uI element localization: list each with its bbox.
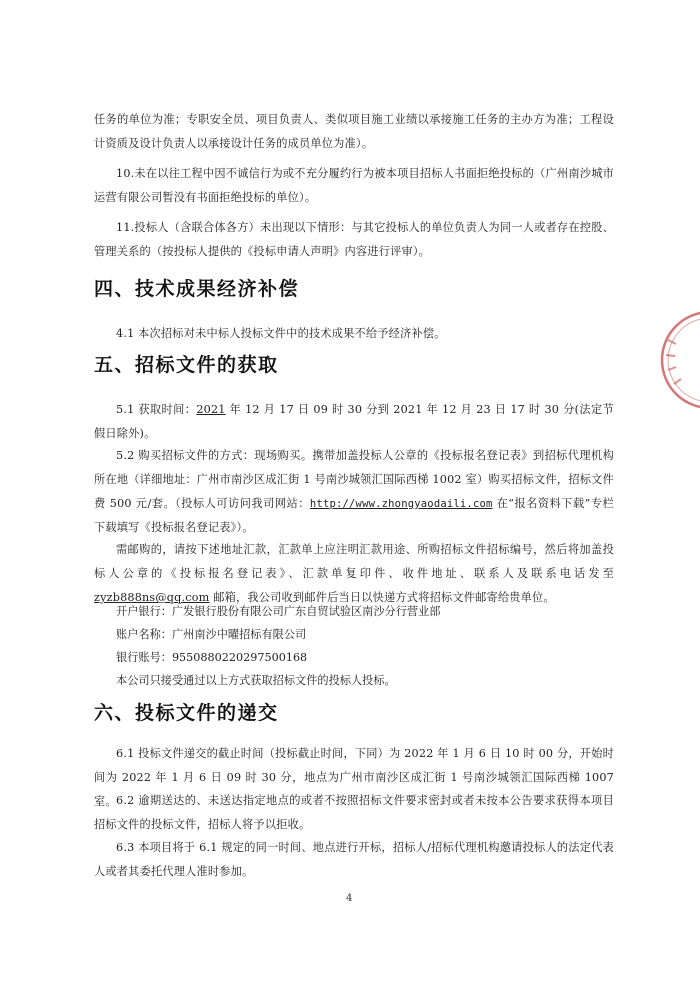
s5-1-prefix: 5.1 获取时间： [116, 403, 197, 416]
paragraph-item-10: 10.未在以往工程中因不诚信行为或不充分履约行为被本项目招标人书面拒绝投标的（广州南沙城市运营有限公司暂没有书面拒绝投标的单位）。 [94, 167, 614, 204]
paragraph-item-11: 11.投标人（含联合体各方）未出现以下情形：与其它投标人的单位负责人为同一人或者存在控股、管理关系的（按投标人提供的《投标申请人声明》内容进行评审）。 [94, 221, 614, 258]
seal-stamp-icon [650, 300, 700, 420]
paragraph-mail-order [94, 538, 614, 610]
page-number: 4 [346, 893, 353, 904]
s5-2-prefix: 5.2 购买招标文件的方式：现场购买。携带加盖投标人公章的《投标报名登记表》到招标代理机构所在地（详细地址：广州市南沙区成汇街 1 号南沙城领汇国际西梯 1002 室）购买招标文件，招标文件费 500 元/套。（投标人可访问我司网站： [94, 449, 614, 510]
account-name: 账户名称：广州南沙中曜招标有限公司 [116, 628, 307, 641]
mail-order-prefix: 需邮购的，请按下述地址汇款，汇款单上应注明汇款用途、所购招标文件招标编号，然后将加盖投标人公章的《投标报名登记表》、汇款单复印件、收件地址、联系人及联系电话发至 [94, 543, 614, 580]
paragraph-4-1: 4.1 本次招标对未中标人投标文件中的技术成果不给予经济补偿。 [116, 327, 446, 340]
s5-2-suffix: 在“报名资料下载”专栏下载填写《投标报名登记表》）。 [94, 497, 614, 534]
paragraph-6-1: 6.1 投标文件递交的截止时间（投标截止时间，下同）为 2022 年 1 月 6 日 10 时 00 分，开始时间为 2022 年 1 月 6 日 09 时 30 分，地点为广州市南沙区成汇街 1 号南沙城领汇国际西梯 1007 室。 [94, 747, 614, 808]
mail-order-suffix: 邮箱，我公司收到邮件后当日以快递方式将招标文件邮寄给贵单位。 [209, 591, 555, 604]
website-link[interactable]: http://www.zhongyaodaili.com [309, 498, 493, 510]
email-link[interactable]: zyzb888ns@qq.com [94, 591, 210, 604]
section-5-title: 五、招标文件的获取 [94, 354, 279, 376]
bank-open: 开户银行：广发银行股份有限公司广东自贸试验区南沙分行营业部 [116, 605, 441, 618]
paragraph-6-3: 6.3 本项目将于 6.1 规定的同一时间、地点进行开标，招标人/招标代理机构邀请投标人的法定代表人或者其委托代理人准时参加。 [94, 841, 614, 878]
only-accept-note: 本公司只接受通过以上方式获取招标文件的投标人投标。 [116, 674, 396, 687]
s5-1-suffix: 年 12 月 17 日 09 时 30 分到 2021 年 12 月 23 日 17 时 30 分(法定节假日除外)。 [94, 403, 614, 440]
paragraph-6-2: 6.2 逾期送达的、未送达指定地点的或者不按照招标文件要求密封或者未按本公告要求获得本项目招标文件的投标文件，招标人将予以拒收。 [94, 794, 614, 831]
paragraph-5-2 [94, 444, 614, 540]
paragraph-qualification-continuation: 任务的单位为准；专职安全员、项目负责人、类似项目施工业绩以承接施工任务的主办方为准；工程设计资质及设计负责人以承接设计任务的成员单位为准）。 [94, 113, 614, 150]
s5-1-year: 2021 [196, 403, 226, 416]
section-4-title: 四、技术成果经济补偿 [94, 278, 300, 300]
section-6-title: 六、投标文件的递交 [94, 702, 279, 724]
paragraph-5-1 [94, 398, 614, 446]
account-number: 银行账号：9550880220297500168 [116, 651, 308, 664]
